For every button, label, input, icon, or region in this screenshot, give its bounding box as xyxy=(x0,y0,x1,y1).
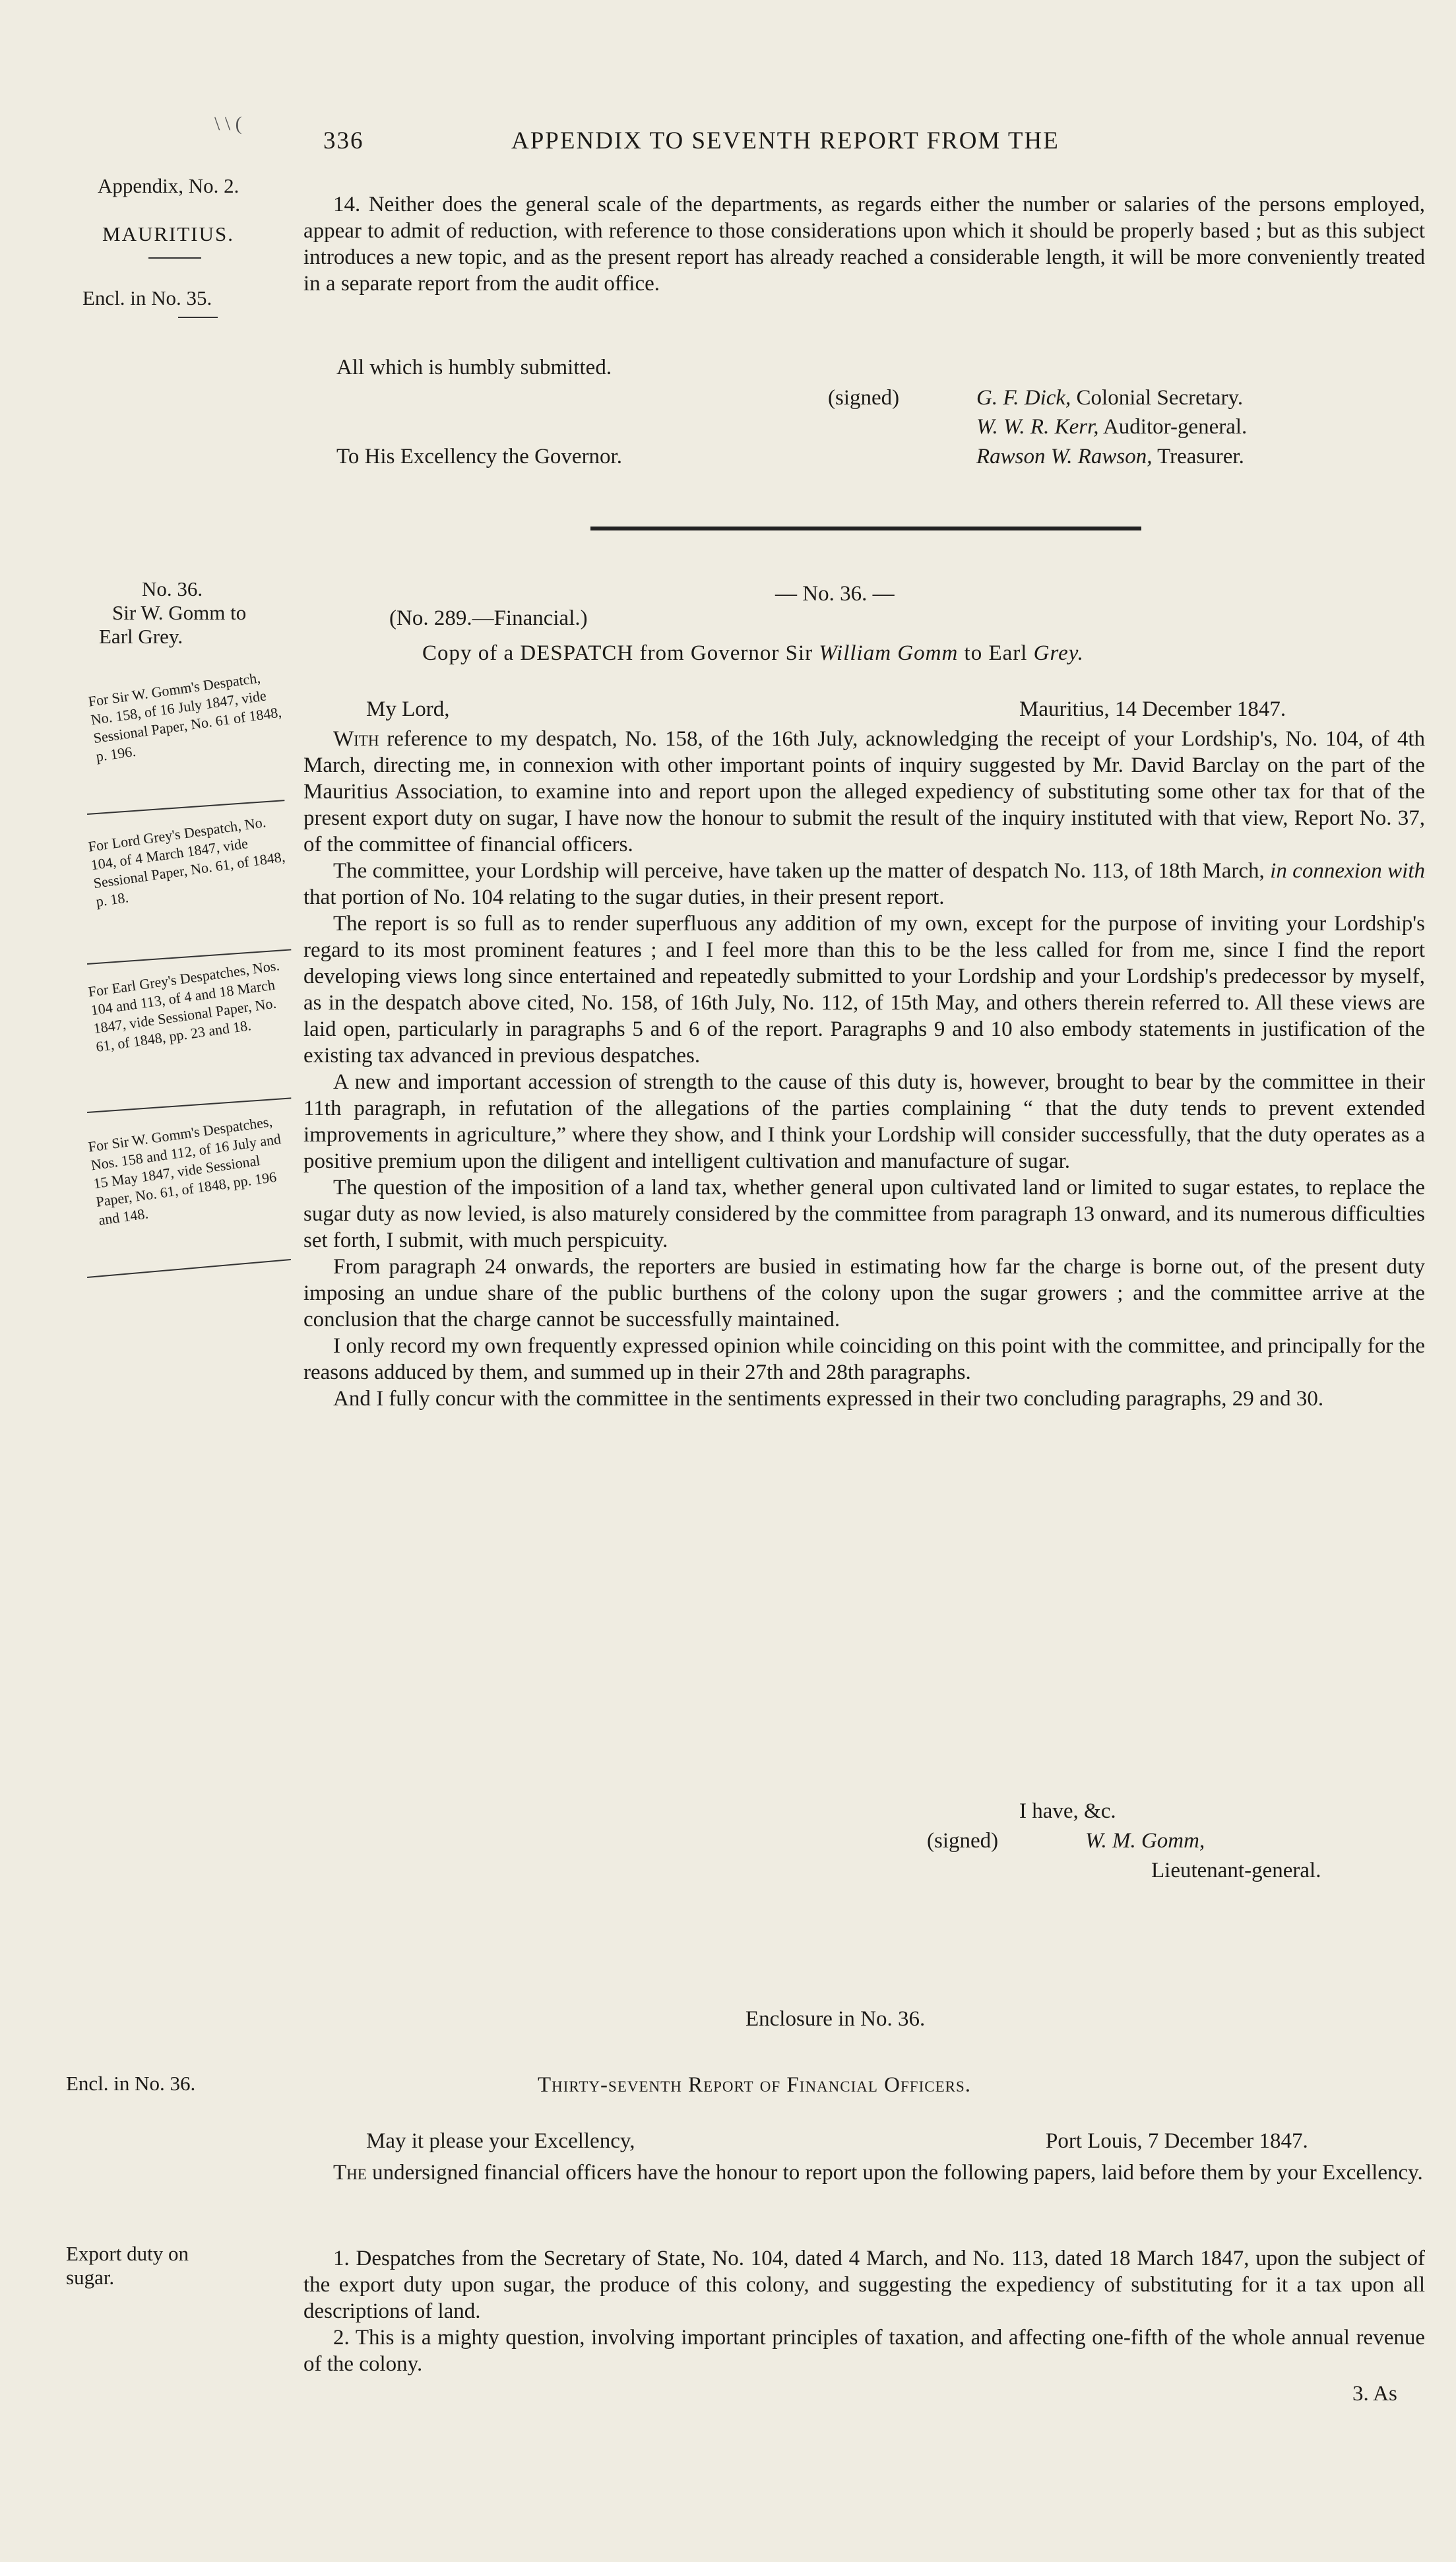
side-export-line: sugar. xyxy=(66,2266,115,2289)
paragraph-text: The committee, your Lordship will perceive, have taken up the matter of despatch No. 113, of 18th March, xyxy=(333,859,1271,883)
paragraph-14 xyxy=(303,191,1425,297)
enclosure-title xyxy=(538,2072,971,2098)
enclosure-heading: Enclosure in No. 36. xyxy=(745,2007,926,2031)
despatch-signer-title: Lieutenant-general. xyxy=(1151,1859,1321,1882)
title-text: Thirty-seventh Report of Financial Officers. xyxy=(538,2073,972,2097)
lead-word: With xyxy=(333,727,379,751)
enclosure-item: 2. This is a mighty question, involving important principles of taxation, and affecting one-fifth of the whole annual revenue of the colony. xyxy=(303,2326,1425,2376)
page-number: 336 xyxy=(323,127,364,154)
despatch-paragraph: The report is so full as to render superfluous any addition of my own, except for the purpose of inviting your Lordship's regard to its most prominent features ; and I feel more than this to be the less called for from me, since I find the report developing views long since entertained and repeatedly submitted to your Lordship and your Lordship's predecessor by myself, as in the despatch above cited, No. 158, of 16th July, No. 112, of 15th May, and others therein referred to. All these views are laid open, particularly in paragraphs 5 and 6 of the report. Paragraphs 9 and 10 also embody statements in justification of the existing tax advanced in previous despatches. xyxy=(303,912,1425,1068)
despatch-side-heading xyxy=(99,577,246,649)
side-heading-line: Sir W. Gomm to xyxy=(112,601,247,624)
paragraph-text: undersigned financial officers have the honour to report upon the following papers, laid before them by your Excellency. xyxy=(366,2161,1423,2185)
side-heading-line: No. 36. xyxy=(142,577,203,600)
running-title: APPENDIX TO SEVENTH REPORT FROM THE xyxy=(511,127,1060,154)
paragraph-text: that portion of No. 104 relating to the sugar duties, in their present report. xyxy=(303,885,945,909)
catchword: 3. As xyxy=(1352,2382,1397,2406)
despatch-financial: (No. 289.—Financial.) xyxy=(389,606,588,630)
signer-role: Treasurer. xyxy=(1157,445,1244,468)
despatch-place-date: Mauritius, 14 December 1847. xyxy=(1019,697,1286,721)
despatch-salutation: My Lord, xyxy=(366,697,450,721)
side-note-rule xyxy=(87,1259,291,1278)
despatch-paragraph: A new and important accession of strength to the cause of this duty is, however, brought to bear by the committee in their 11th paragraph, in refutation of the allegations of the parties complaining “ that the duty tends to prevent extended improvements in agriculture,” where they show, and I think your Lordship will consider successfully, that the duty operates as a positive premium upon the diligent and intelligent cultivation and manufacture of sugar. xyxy=(303,1070,1425,1173)
despatch-paragraph xyxy=(303,858,1425,911)
margin-appendix: Appendix, No. 2. xyxy=(98,174,239,197)
enclosure-side-export xyxy=(66,2242,189,2290)
despatch-title xyxy=(422,640,1084,666)
despatch-paragraph: The question of the imposition of a land tax, whether general upon cultivated land or limited to sugar estates, to replace the sugar duty as now levied, is also maturely considered by the committee from paragraph 13 onward, and its numerous difficulties set forth, I submit, with much perspicuity. xyxy=(303,1176,1425,1252)
side-note: For Earl Grey's Despatches, Nos. 104 and 113, of 4 and 18 March 1847, vide Sessional Paper, No. 61, of 1848, pp. 23 and 18. xyxy=(87,957,281,1055)
lead-word: The xyxy=(333,2161,367,2185)
enclosure-side-label: Encl. in No. 36. xyxy=(66,2072,196,2095)
despatch-body xyxy=(303,726,1425,1412)
margin-rule xyxy=(178,317,218,318)
despatch-signed: (signed) xyxy=(927,1829,999,1853)
signer-role: Colonial Secretary. xyxy=(1076,386,1244,410)
signer-name: W. W. R. Kerr, xyxy=(976,415,1099,439)
despatch-close: I have, &c. xyxy=(1019,1799,1116,1823)
enclosure-items xyxy=(303,2245,1425,2377)
despatch-paragraph: I only record my own frequently expressed opinion while coinciding on this point with the committee, and principally for the reasons adduced by them, and summed up in their 27th and 28th paragraphs. xyxy=(303,1334,1425,1384)
side-export-line: Export duty on xyxy=(66,2242,189,2265)
title-end: Grey. xyxy=(1033,641,1084,665)
enclosure-intro xyxy=(303,2160,1425,2186)
side-note-rule xyxy=(87,800,284,815)
paragraph-text: 14. Neither does the general scale of the departments, as regards either the number or salaries of the persons employed, appear to admit of reduction, with reference to those considerations upon which it should be properly based ; but as this subject introduces a new topic, and as the present report has already reached a considerable length, it will be more conveniently treated in a separate report from the audit office. xyxy=(303,193,1425,296)
despatch-paragraph: From paragraph 24 onwards, the reporters are busied in estimating how far the charge is borne out, of the present duty imposing an undue share of the public burthens of the colony upon the sugar growers ; and the committee arrive at the conclusion that the charge cannot be successfully maintained. xyxy=(303,1255,1425,1331)
title-prefix: Copy of a DESPATCH from Governor Sir xyxy=(422,641,819,665)
despatch-number: — No. 36. — xyxy=(775,582,895,606)
paragraph-italic: in connexion with xyxy=(1270,859,1425,883)
signer-name: Rawson W. Rawson, xyxy=(976,445,1153,468)
signer-role: Auditor-general. xyxy=(1102,415,1248,439)
title-name: William Gomm xyxy=(819,641,959,665)
enclosure-place-date: Port Louis, 7 December 1847. xyxy=(1046,2129,1308,2153)
despatch-paragraph xyxy=(303,726,1425,858)
margin-enclosure: Encl. in No. 35. xyxy=(82,286,212,309)
enclosure-item: 1. Despatches from the Secretary of State, No. 104, dated 4 March, and No. 113, dated 18 March 1847, upon the subject of the export duty upon sugar, the produce of this colony, and suggesting the expediency of substituting for it a tax upon all descriptions of land. xyxy=(303,2247,1425,2323)
side-heading-line: Earl Grey. xyxy=(99,625,183,648)
margin-rule xyxy=(148,257,201,259)
corner-mark: \ \ ( xyxy=(214,113,242,135)
side-note-rule xyxy=(87,1097,291,1113)
despatch-signer xyxy=(1085,1828,1205,1854)
submitted-line: All which is humbly submitted. xyxy=(336,356,612,379)
margin-mauritius: MAURITIUS. xyxy=(102,222,234,245)
despatch-paragraph: And I fully concur with the committee in the sentiments expressed in their two concluding paragraphs, 29 and 30. xyxy=(333,1387,1324,1411)
section-divider xyxy=(590,527,1141,530)
side-note: For Lord Grey's Despatch, No. 104, of 4 March 1847, vide Sessional Paper, No. 61, of 1848, p. 18. xyxy=(87,814,286,910)
signer-row xyxy=(976,414,1247,440)
signer-row xyxy=(976,443,1244,470)
addressee: To His Excellency the Governor. xyxy=(336,445,622,468)
intro-paragraph xyxy=(303,2160,1425,2186)
signer-name: G. F. Dick, xyxy=(976,386,1071,410)
signer-name: W. M. Gomm, xyxy=(1085,1829,1205,1853)
side-note: For Sir W. Gomm's Despatch, No. 158, of 16 July 1847, vide Sessional Paper, No. 61 of 1848, p. 196. xyxy=(87,669,283,765)
side-note: For Sir W. Gomm's Despatches, Nos. 158 and 112, of 16 July and 15 May 1847, vide Sessional Paper, No. 61, of 1848, pp. 196 and 148. xyxy=(87,1112,282,1229)
title-mid: to Earl xyxy=(958,641,1034,665)
signer-row xyxy=(976,385,1243,411)
enclosure-salutation: May it please your Excellency, xyxy=(366,2129,635,2153)
paragraph-text: reference to my despatch, No. 158, of the 16th July, acknowledging the receipt of your Lordship's, No. 104, of 4th March, directing me, in connexion with other important points of inquiry suggested by Mr. David Barclay on the part of the Mauritius Association, to examine into and report upon the alleged expediency of substituting some other tax for that of the present export duty on sugar, I have now the honour to submit the result of the inquiry instituted with that view, Report No. 37, of the committee of financial officers. xyxy=(303,727,1425,856)
signed-label: (signed) xyxy=(828,386,900,410)
